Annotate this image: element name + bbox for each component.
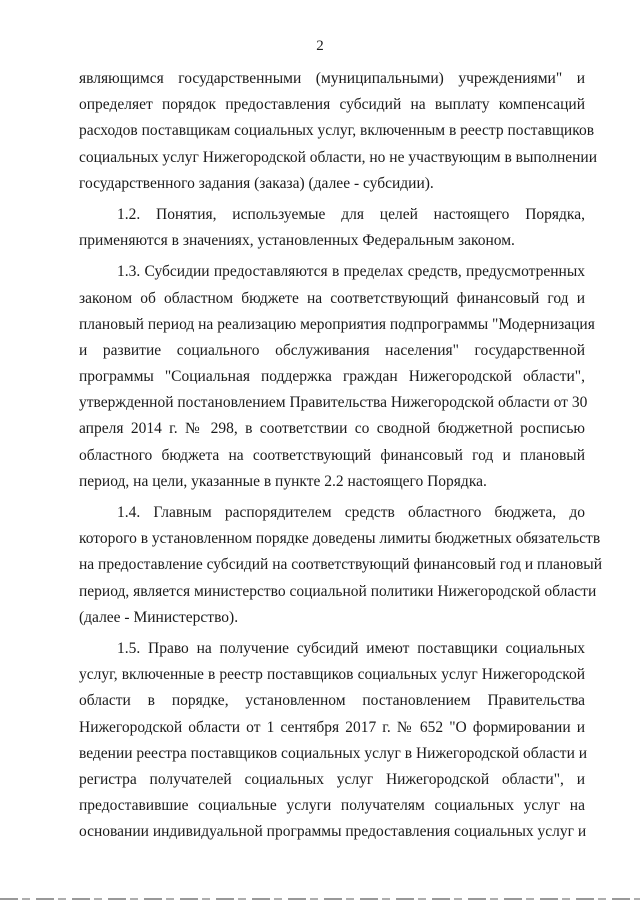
text-line: Нижегородской области от 1 сентября 2017 г. № 652 "О формировании и bbox=[79, 718, 585, 736]
text-line: являющимся государственными (муниципальными) учреждениями" и bbox=[79, 70, 585, 87]
text-line: на предоставление субсидий на соответствующий финансовый год и плановый bbox=[79, 556, 602, 574]
text-line: и развитие социального обслуживания населения" государственной bbox=[79, 341, 585, 359]
text-line: программы "Социальная поддержка граждан Нижегородской области", bbox=[79, 368, 585, 386]
text-line: которого в установленном порядке доведены лимиты бюджетных обязательств bbox=[79, 530, 601, 548]
scan-edge-artifact bbox=[0, 898, 640, 900]
text-line: ведении реестра поставщиков социальных услуг в Нижегородской области и bbox=[79, 744, 588, 762]
text-line: 1.5. Право на получение субсидий имеют поставщики социальных bbox=[117, 639, 585, 657]
text-line: предоставившие социальные услуги получателям социальных услуг на bbox=[79, 797, 585, 815]
text-line: период, является министерство социальной политики Нижегородской области bbox=[79, 582, 597, 600]
text-line: апреля 2014 г. № 298, в соответствии со сводной бюджетной росписью bbox=[79, 420, 585, 438]
text-line: основании индивидуальной программы предоставления социальных услуг и bbox=[79, 823, 587, 841]
text-line: применяются в значениях, установленных Федеральным законом. bbox=[79, 232, 515, 250]
text-line: 1.4. Главным распорядителем средств областного бюджета, до bbox=[117, 504, 585, 521]
text-line: определяет порядок предоставления субсидий на выплату компенсаций bbox=[79, 96, 585, 114]
text-line: областного бюджета на соответствующий финансовый год и плановый bbox=[79, 446, 585, 464]
text-line: период, на цели, указанные в пункте 2.2 настоящего Порядка. bbox=[79, 472, 487, 490]
page-number: 2 bbox=[316, 38, 324, 54]
text-line: области в порядке, установленном постановлением Правительства bbox=[79, 692, 585, 710]
text-line: плановый период на реализацию мероприятия подпрограммы "Модернизация bbox=[79, 315, 595, 333]
text-line: утвержденной постановлением Правительства Нижегородской области от 30 bbox=[79, 394, 588, 412]
text-line: (далее - Министерство). bbox=[79, 608, 239, 626]
document-body bbox=[79, 66, 602, 845]
text-line: регистра получателей социальных услуг Нижегородской области", и bbox=[79, 770, 585, 788]
text-line: услуг, включенные в реестр поставщиков социальных услуг Нижегородской bbox=[79, 666, 585, 684]
text-line: расходов поставщикам социальных услуг, включенным в реестр поставщиков bbox=[79, 122, 595, 140]
text-line: законом об областном бюджете на соответствующий финансовый год и bbox=[79, 289, 585, 307]
text-line: 1.3. Субсидии предоставляются в пределах средств, предусмотренных bbox=[117, 263, 585, 281]
text-line: 1.2. Понятия, используемые для целей настоящего Порядка, bbox=[117, 205, 585, 223]
text-line: социальных услуг Нижегородской области, но не участвующим в выполнении bbox=[79, 148, 598, 166]
text-line: государственного задания (заказа) (далее - субсидии). bbox=[79, 174, 434, 192]
